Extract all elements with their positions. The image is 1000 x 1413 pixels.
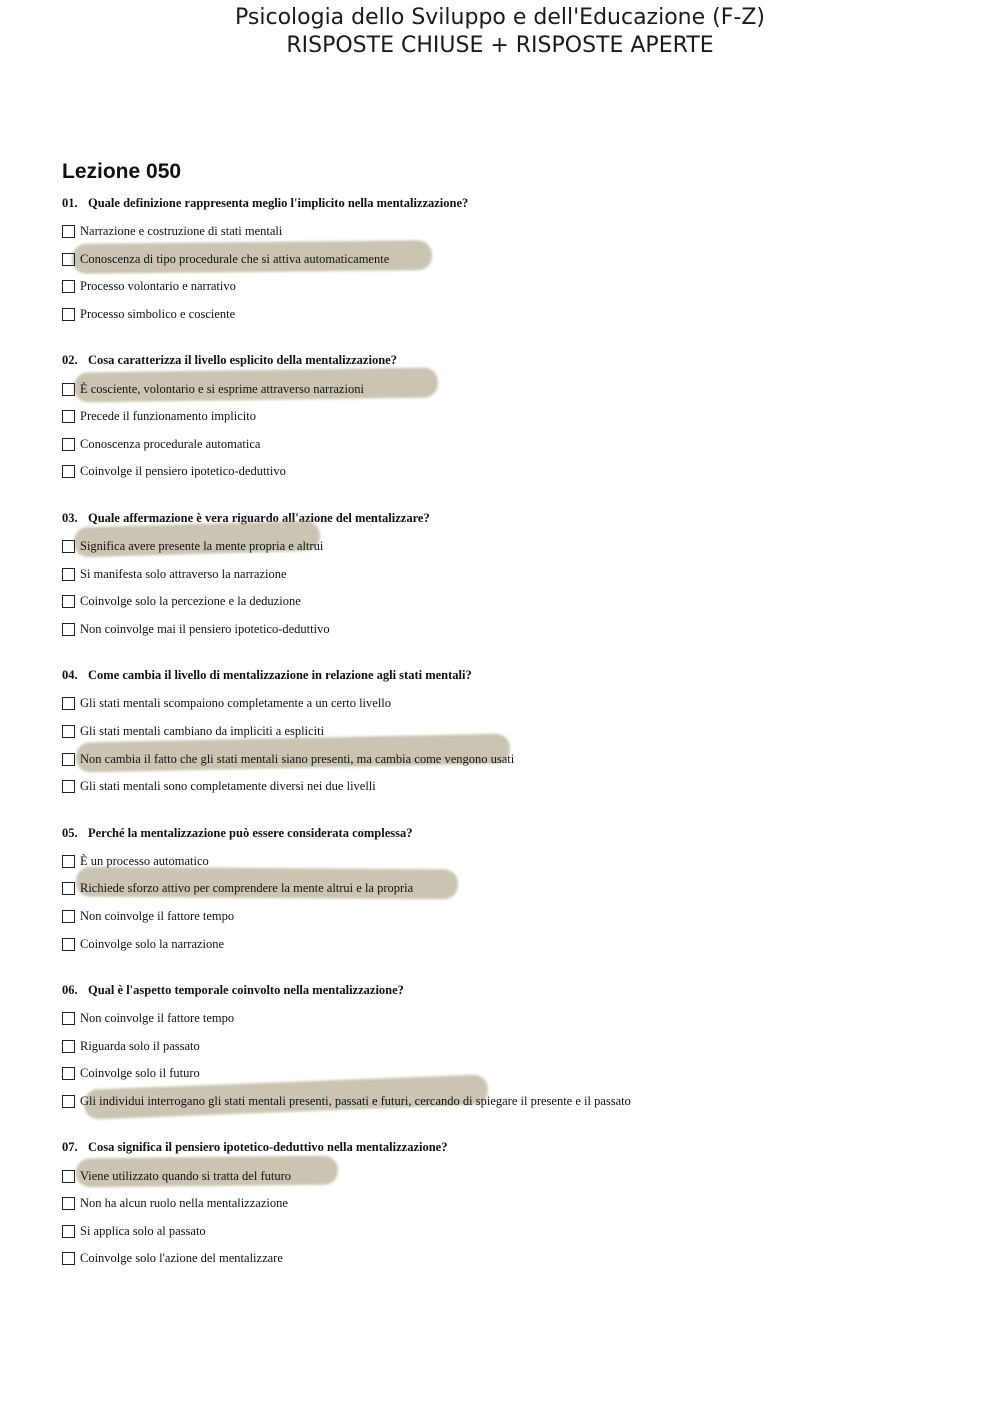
answer-option[interactable] — [62, 875, 962, 903]
question-4 — [62, 665, 962, 800]
answer-option[interactable] — [62, 616, 962, 644]
answer-label: Si applica solo al passato — [80, 1223, 206, 1238]
answer-label: Non coinvolge mai il pensiero ipotetico-deduttivo — [80, 621, 330, 636]
question-number: 07. — [62, 1140, 78, 1155]
answer-label: Precede il funzionamento implicito — [80, 409, 256, 424]
question-1 — [62, 193, 962, 328]
answer-checkbox[interactable] — [62, 855, 75, 868]
question-prompt: Qual è l'aspetto temporale coinvolto nella mentalizzazione? — [88, 982, 404, 997]
answer-checkbox[interactable] — [62, 1012, 75, 1025]
question-5 — [62, 823, 962, 958]
question-number: 02. — [62, 353, 78, 368]
question-7 — [62, 1137, 962, 1272]
answer-checkbox[interactable] — [62, 882, 75, 895]
answer-label: Viene utilizzato quando si tratta del futuro — [80, 1168, 291, 1183]
answer-checkbox[interactable] — [62, 280, 75, 293]
answer-option[interactable] — [62, 533, 962, 561]
answer-option[interactable] — [62, 403, 962, 431]
answer-checkbox[interactable] — [62, 410, 75, 423]
question-text — [62, 193, 962, 213]
answer-label: Gli stati mentali cambiano da impliciti a espliciti — [80, 724, 325, 739]
answer-checkbox[interactable] — [62, 938, 75, 951]
answer-option[interactable] — [62, 1162, 962, 1190]
answer-checkbox[interactable] — [62, 725, 75, 738]
answer-option[interactable] — [62, 458, 962, 486]
answer-checkbox[interactable] — [62, 568, 75, 581]
lesson-heading: Lezione 050 — [62, 160, 182, 183]
answer-checkbox[interactable] — [62, 1040, 75, 1053]
answer-option[interactable] — [62, 1217, 962, 1245]
answer-checkbox[interactable] — [62, 438, 75, 451]
answer-checkbox[interactable] — [62, 225, 75, 238]
question-number: 06. — [62, 982, 78, 997]
question-number: 01. — [62, 196, 78, 210]
answer-label: Processo simbolico e cosciente — [80, 307, 236, 322]
answer-checkbox[interactable] — [62, 1170, 75, 1183]
answer-option[interactable] — [62, 1005, 962, 1033]
answer-option[interactable] — [62, 560, 962, 588]
answer-label: Gli individui interrogano gli stati mentali presenti, passati e futuri, cercando di spiegare il presente e il passato — [80, 1093, 631, 1108]
answer-option[interactable] — [62, 903, 962, 931]
answer-option[interactable] — [62, 1088, 962, 1116]
answer-option[interactable] — [62, 588, 962, 616]
answer-checkbox[interactable] — [62, 253, 75, 266]
question-prompt: Quale definizione rappresenta meglio l'implicito nella mentalizzazione? — [88, 196, 469, 210]
answer-checkbox[interactable] — [62, 697, 75, 710]
answer-label: Narrazione e costruzione di stati mentali — [80, 224, 283, 239]
answer-option[interactable] — [62, 1190, 962, 1218]
answer-label: Gli stati mentali sono completamente diversi nei due livelli — [80, 779, 376, 794]
answer-label: Coinvolge solo il futuro — [80, 1066, 200, 1081]
question-prompt: Cosa caratterizza il livello esplicito della mentalizzazione? — [88, 353, 397, 368]
answer-label: Coinvolge solo la percezione e la deduzione — [80, 594, 301, 609]
answer-option[interactable] — [62, 301, 962, 329]
answer-label: Coinvolge il pensiero ipotetico-deduttivo — [80, 464, 286, 479]
answer-option[interactable] — [62, 218, 962, 246]
answer-checkbox[interactable] — [62, 623, 75, 636]
answer-checkbox[interactable] — [62, 465, 75, 478]
answer-checkbox[interactable] — [62, 540, 75, 553]
answer-option[interactable] — [62, 273, 962, 301]
question-prompt: Cosa significa il pensiero ipotetico-deduttivo nella mentalizzazione? — [88, 1140, 448, 1155]
answer-label: Non ha alcun ruolo nella mentalizzazione — [80, 1196, 288, 1211]
answer-label: Non cambia il fatto che gli stati mentali siano presenti, ma cambia come vengono usati — [80, 751, 515, 766]
question-6 — [62, 980, 962, 1115]
answer-option[interactable] — [62, 690, 962, 718]
answer-label: È un processo automatico — [80, 853, 209, 868]
question-text — [62, 980, 962, 1000]
question-3 — [62, 508, 962, 643]
answer-option[interactable] — [62, 1245, 962, 1273]
answer-label: Si manifesta solo attraverso la narrazione — [80, 566, 287, 581]
question-number: 03. — [62, 510, 78, 525]
answer-checkbox[interactable] — [62, 595, 75, 608]
answer-label: È cosciente, volontario e si esprime attraverso narrazioni — [80, 381, 364, 396]
answer-label: Richiede sforzo attivo per comprendere la mente altrui e la propria — [80, 881, 414, 896]
question-text — [62, 1137, 962, 1157]
answer-label: Conoscenza di tipo procedurale che si attiva automaticamente — [80, 251, 390, 266]
answer-checkbox[interactable] — [62, 780, 75, 793]
question-prompt: Quale affermazione è vera riguardo all'azione del mentalizzare? — [88, 510, 430, 525]
answer-checkbox[interactable] — [62, 308, 75, 321]
answer-label: Coinvolge solo la narrazione — [80, 936, 225, 951]
answer-option[interactable] — [62, 930, 962, 958]
answer-label: Gli stati mentali scompaiono completamente a un certo livello — [80, 696, 392, 711]
answer-checkbox[interactable] — [62, 1095, 75, 1108]
answer-option[interactable] — [62, 745, 962, 773]
answer-checkbox[interactable] — [62, 910, 75, 923]
answer-label: Processo volontario e narrativo — [80, 279, 236, 294]
question-text — [62, 823, 962, 843]
answer-checkbox[interactable] — [62, 1197, 75, 1210]
answer-option[interactable] — [62, 773, 962, 801]
answer-checkbox[interactable] — [62, 1252, 75, 1265]
answer-checkbox[interactable] — [62, 383, 75, 396]
title-line-2: RISPOSTE CHIUSE + RISPOSTE APERTE — [286, 33, 714, 58]
title-line-1: Psicologia dello Sviluppo e dell'Educazione (F-Z) — [235, 5, 765, 30]
question-prompt: Perché la mentalizzazione può essere considerata complessa? — [88, 825, 413, 840]
question-prompt: Come cambia il livello di mentalizzazione in relazione agli stati mentali? — [88, 668, 472, 683]
answer-checkbox[interactable] — [62, 1067, 75, 1080]
answer-label: Riguarda solo il passato — [80, 1038, 200, 1053]
answer-label: Conoscenza procedurale automatica — [80, 436, 261, 451]
question-number: 04. — [62, 668, 78, 683]
answer-option[interactable] — [62, 375, 962, 403]
question-text — [62, 350, 962, 370]
answer-label: Significa avere presente la mente propria e altrui — [80, 539, 324, 554]
answer-label: Non coinvolge il fattore tempo — [80, 1011, 235, 1026]
answer-option[interactable] — [62, 1032, 962, 1060]
answer-option[interactable] — [62, 246, 962, 274]
answer-option[interactable] — [62, 431, 962, 459]
answer-checkbox[interactable] — [62, 753, 75, 766]
answer-label: Coinvolge solo l'azione del mentalizzare — [80, 1251, 283, 1266]
answer-checkbox[interactable] — [62, 1225, 75, 1238]
question-list — [62, 193, 962, 1295]
question-text — [62, 665, 962, 685]
document-title — [0, 4, 1000, 60]
answer-label: Non coinvolge il fattore tempo — [80, 908, 235, 923]
question-2 — [62, 350, 962, 485]
question-number: 05. — [62, 825, 78, 840]
answer-option[interactable] — [62, 1060, 962, 1088]
